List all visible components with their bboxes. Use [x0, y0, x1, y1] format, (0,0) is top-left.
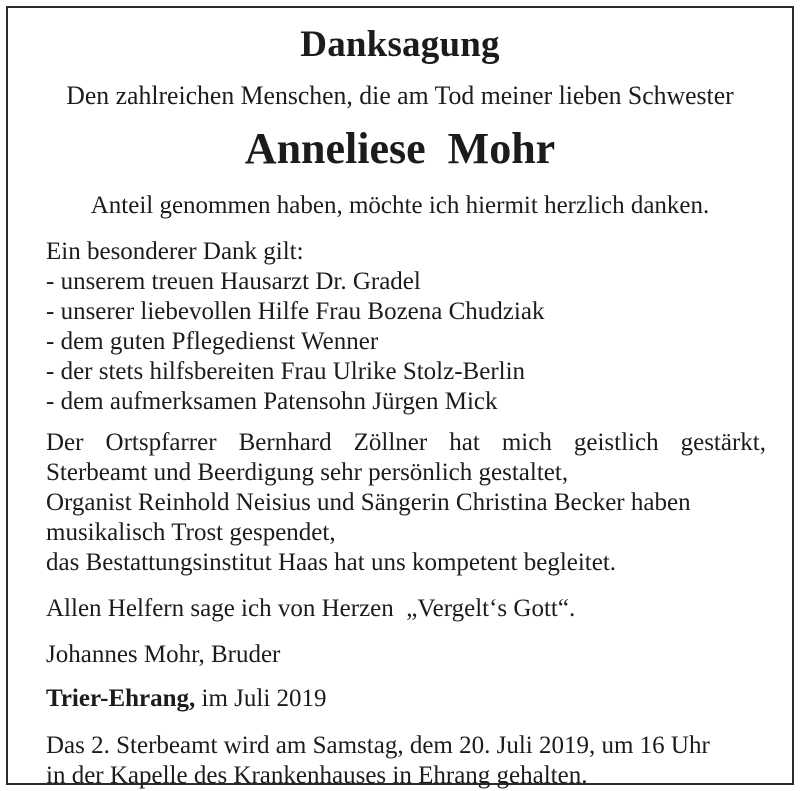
thanks-list-item: - der stets hilfsbereiten Frau Ulrike Stolz-Berlin: [46, 358, 526, 386]
signature-line: Johannes Mohr, Bruder: [46, 641, 281, 669]
notice-title: Danksagung: [300, 24, 500, 65]
closing-line: Allen Helfern sage ich von Herzen „Vergelt‘s Gott“.: [46, 595, 576, 623]
closing-block: [34, 594, 766, 624]
thanks-list-item: - unserem treuen Hausarzt Dr. Gradel: [46, 268, 421, 296]
notice-lead-line-2: Anteil genommen haben, möchte ich hiermit herzlich danken.: [90, 191, 710, 219]
helpers-line: das Bestattungsinstitut Haas hat uns kompetent begleitet.: [46, 549, 617, 577]
deceased-name: Anneliese Mohr: [244, 124, 556, 174]
helpers-line: musikalisch Trost gespendet,: [46, 519, 336, 547]
notice-lead-line: Den zahlreichen Menschen, die am Tod meiner lieben Schwester: [66, 80, 734, 110]
helpers-paragraph-block: [34, 428, 766, 578]
special-thanks-intro: Ein besonderer Dank gilt:: [46, 238, 304, 266]
place-date-block: [34, 684, 766, 714]
place-date-line: [46, 684, 766, 714]
signature-block: [34, 640, 766, 670]
helpers-line: Sterbeamt und Beerdigung sehr persönlich gestaltet,: [46, 459, 569, 487]
service-line: Das 2. Sterbeamt wird am Samstag, dem 20. Juli 2019, um 16 Uhr: [46, 732, 710, 760]
thanks-list-item: - unserer liebevollen Hilfe Frau Bozena Chudziak: [46, 298, 545, 326]
helpers-line: Der Ortspfarrer Bernhard Zöllner hat mich geistlich gestärkt,: [46, 429, 766, 457]
thanks-list-item: - dem guten Pflegedienst Wenner: [46, 328, 379, 356]
helpers-line: Organist Reinhold Neisius und Sängerin Christina Becker haben: [46, 489, 691, 517]
thanks-list-item: - dem aufmerksamen Patensohn Jürgen Mick: [46, 388, 498, 416]
place-date: im Juli 2019: [195, 685, 327, 713]
special-thanks-block: [34, 237, 766, 417]
service-announcement-block: [34, 731, 766, 791]
service-line: in der Kapelle des Krankenhauses in Ehrang gehalten.: [46, 762, 588, 790]
notice-border-frame: [6, 6, 794, 790]
place-name: Trier-Ehrang,: [46, 685, 196, 713]
